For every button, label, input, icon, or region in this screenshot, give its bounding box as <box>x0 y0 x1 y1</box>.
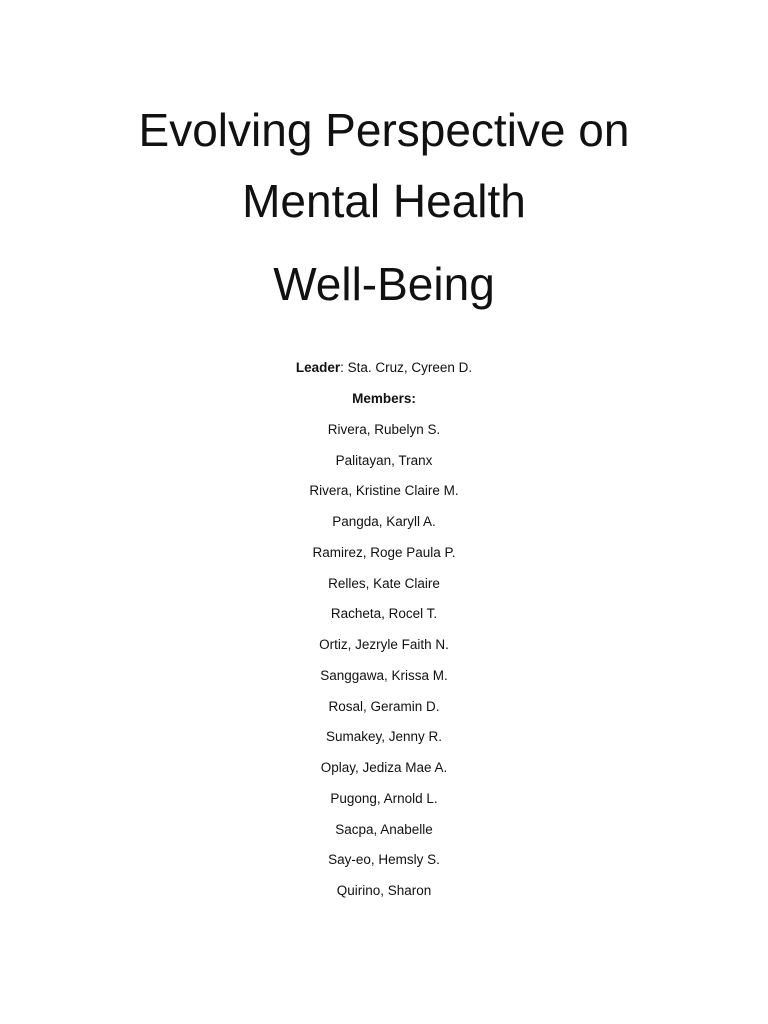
leader-label: Leader <box>295 360 341 375</box>
member-name: Sacpa, Anabelle <box>335 822 433 837</box>
member-name: Sumakey, Jenny R. <box>325 729 443 744</box>
title-line-2: Mental Health <box>242 175 526 227</box>
members-heading: Members: <box>352 391 416 406</box>
member-name: Ramirez, Roge Paula P. <box>312 545 456 560</box>
member-name: Oplay, Jediza Mae A. <box>320 760 448 775</box>
member-name: Quirino, Sharon <box>336 883 432 898</box>
member-name: Racheta, Rocel T. <box>330 606 438 621</box>
leader-line <box>0 359 768 377</box>
member-name: Ortiz, Jezryle Faith N. <box>319 637 449 652</box>
member-name: Pangda, Karyll A. <box>332 514 436 529</box>
member-name: Relles, Kate Claire <box>328 576 440 591</box>
member-name: Palitayan, Tranx <box>335 453 433 468</box>
member-name: Say-eo, Hemsly S. <box>328 852 440 867</box>
member-name: Pugong, Arnold L. <box>330 791 438 806</box>
leader-name: : Sta. Cruz, Cyreen D. <box>340 360 473 375</box>
title-line-3: Well-Being <box>273 258 495 310</box>
member-name: Sanggawa, Krissa M. <box>320 668 448 683</box>
member-name: Rivera, Kristine Claire M. <box>309 483 459 498</box>
member-name: Rivera, Rubelyn S. <box>327 422 441 437</box>
title-line-1: Evolving Perspective on <box>138 104 630 156</box>
member-name: Rosal, Geramin D. <box>328 699 440 714</box>
